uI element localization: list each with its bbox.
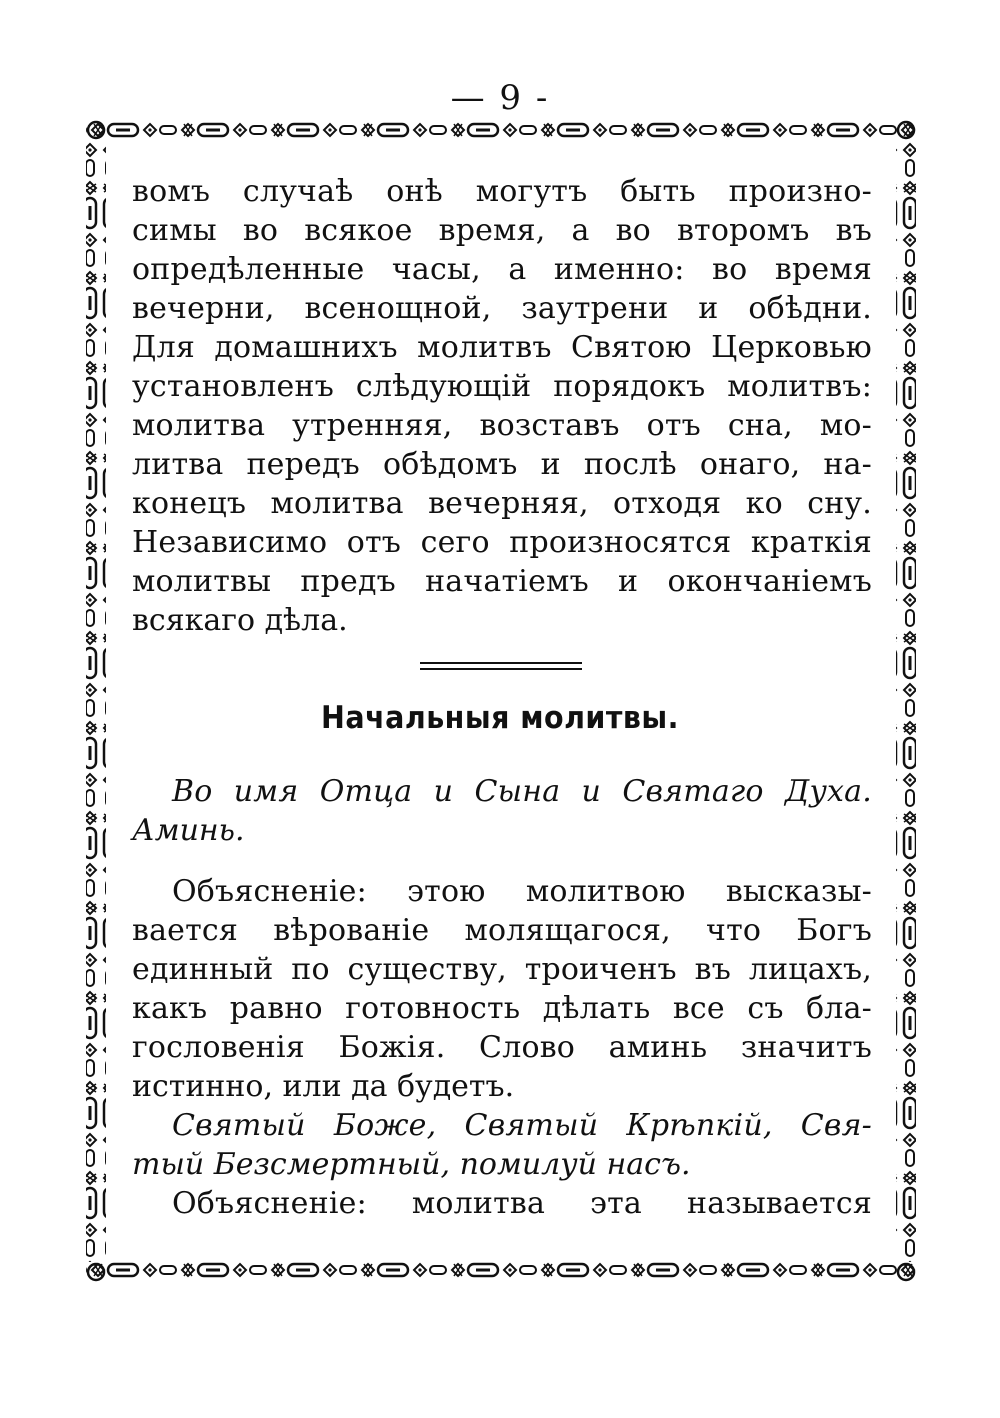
text-line: гословенія Божія. Слово аминь значитъ [132,1030,872,1065]
text-line: опредѣленные часы, а именно: во время [132,252,872,287]
border-bottom [86,1262,916,1282]
page-number: — 9 - [450,78,550,118]
section-divider [420,662,582,672]
text-line: конецъ молитва вечерняя, отходя ко сну. [132,486,872,521]
text-line: какъ равно готовность дѣлать все съ бла- [132,991,872,1026]
text-line: установленъ слѣдующій порядокъ молитвъ: [132,369,872,404]
paragraph-continuation [132,172,872,640]
prayer-text [132,772,872,850]
text-line: молитва утренняя, возставъ отъ сна, мо- [132,408,872,443]
text-line: тый Безсмертный, помилуй насъ. [132,1147,691,1182]
text-line: молитвы предъ начатіемъ и окончаніемъ [132,564,872,599]
text-line: симы во всякое время, а во второмъ въ [132,213,872,248]
text-line: вается вѣрованіе молящагося, что Богъ [132,913,872,948]
prayer-text [132,1106,872,1184]
text-line: Объясненіе: молитва эта называется [172,1186,872,1221]
text-line: Независимо отъ сего произносятся краткія [132,525,872,560]
section-heading: Начальныя молитвы. [321,700,679,736]
text-line: вечерни, всенощной, заутрени и обѣдни. [132,291,872,326]
text-line: Аминь. [132,813,245,848]
explanation-paragraph [132,1184,872,1223]
border-top [86,120,916,140]
explanation-paragraph [132,872,872,1106]
text-line: Во имя Отца и Сына и Святаго Духа. [172,774,872,809]
text-line: Святый Боже, Святый Крѣпкій, Свя- [172,1108,872,1143]
text-line: вомъ случаѣ онѣ могутъ быть произно- [132,174,872,209]
text-line: Объясненіе: этою молитвою высказы- [172,874,872,909]
text-line: всякаго дѣла. [132,603,348,638]
text-line: Для домашнихъ молитвъ Святою Церковью [132,330,872,365]
text-line: единный по существу, троиченъ въ лицахъ, [132,952,872,987]
text-line: литва передъ обѣдомъ и послѣ онаго, на- [132,447,872,482]
text-line: истинно, или да будетъ. [132,1069,515,1104]
